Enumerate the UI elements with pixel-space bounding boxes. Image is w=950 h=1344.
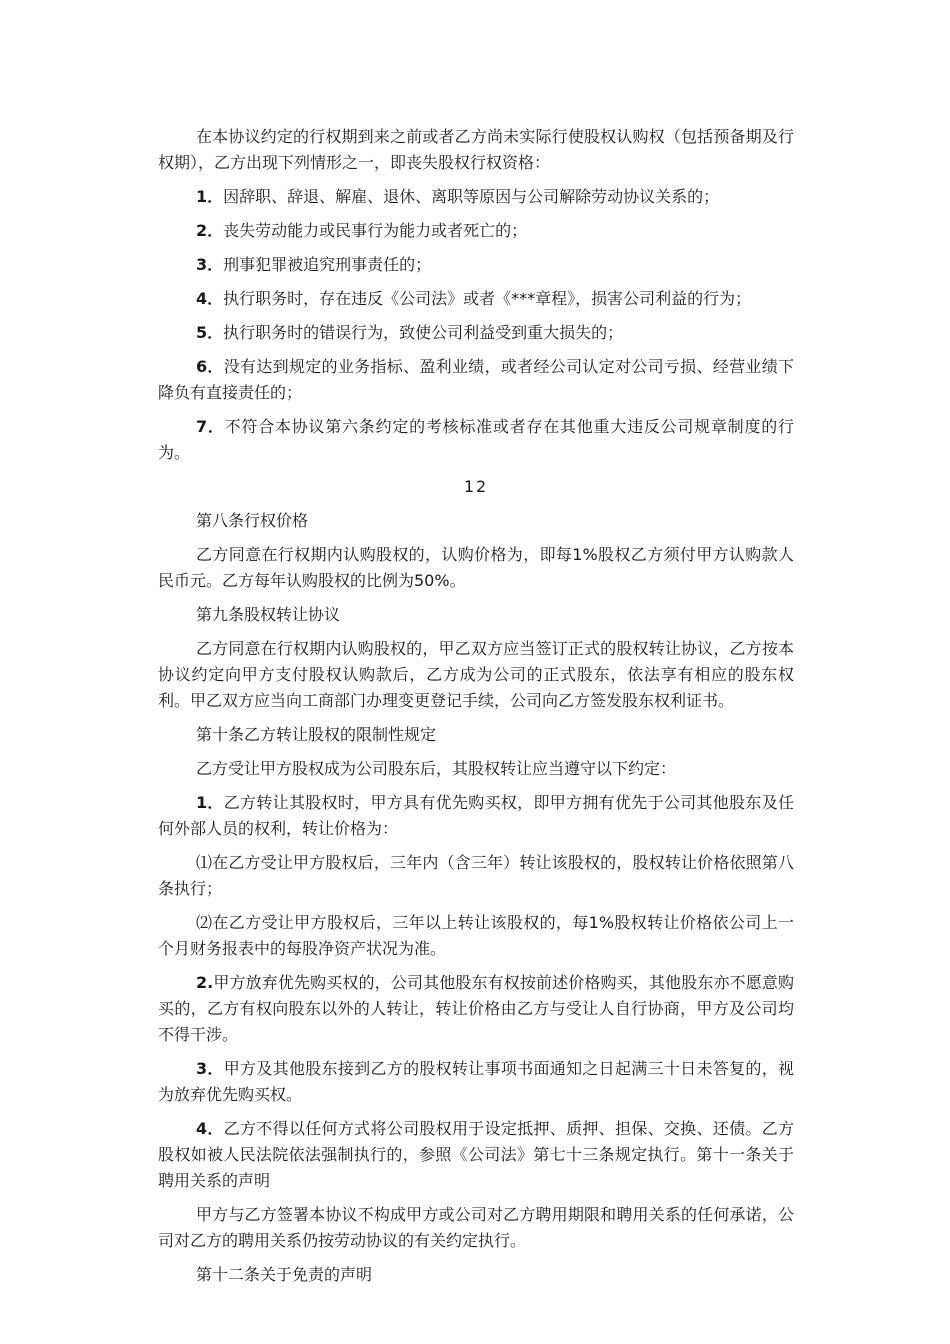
item-number: 2． [196,221,224,240]
item-text: 执行职务时的错误行为，致使公司利益受到重大损失的； [223,323,624,342]
item-number: 2. [196,973,214,992]
intro-paragraph: 在本协议约定的行权期到来之前或者乙方尚未实际行使股权认购权（包括预备期及行权期），乙方出现下列情形之一，即丧失股权行权资格： [158,127,794,172]
article-8-body: 乙方同意在行权期内认购股权的，认购价格为，即每1%股权乙方须付甲方认购款人民币元。乙方每年认购股权的比例为50%。 [158,545,794,590]
page-number: 12 [463,477,489,496]
item-text: 执行职务时，存在违反《公司法》或者《***章程》，损害公司利益的行为； [223,289,752,308]
article-10-sub-1: ⑴在乙方受让甲方股权后，三年内（含三年）转让该股权的，股权转让价格依照第八条执行； [158,853,794,898]
article-10-item-4 [158,1116,794,1194]
article-10-item-2 [158,970,794,1048]
loss-item-6 [158,354,794,406]
article-9-title: 第九条股权转让协议 [196,605,341,624]
item-number: 4． [196,289,224,308]
item-text: 甲方及其他股东接到乙方的股权转让事项书面通知之日起满三十日未答复的，视为放弃优先购买权。 [158,1059,794,1104]
item-number: 1． [196,793,224,812]
item-text: 因辞职、辞退、解雇、退休、离职等原因与公司解除劳动协议关系的； [223,187,720,206]
loss-item-7 [158,414,794,466]
article-11-body: 甲方与乙方签署本协议不构成甲方或公司对乙方聘用期限和聘用关系的任何承诺，公司对乙方的聘用关系仍按劳动协议的有关约定执行。 [158,1205,794,1250]
loss-item-2 [158,218,794,244]
item-number: 7． [196,417,225,436]
article-10-title: 第十条乙方转让股权的限制性规定 [196,725,437,744]
article-10-item-3 [158,1056,794,1108]
item-text: 不符合本协议第六条约定的考核标准或者存在其他重大违反公司规章制度的行为。 [158,417,794,462]
article-10-sub-2: ⑵在乙方受让甲方股权后，三年以上转让该股权的，每1%股权转让价格依公司上一个月财务报表中的每股净资产状况为准。 [158,913,794,958]
item-number: 3． [196,255,224,274]
item-text: 刑事犯罪被追究刑事责任的； [223,255,432,274]
loss-item-1 [158,184,794,210]
item-number: 4． [196,1119,224,1138]
item-text: 丧失劳动能力或民事行为能力或者死亡的； [223,221,528,240]
item-number: 6． [196,357,224,376]
article-10-item-1 [158,790,794,842]
item-number: 5． [196,323,224,342]
article-10-intro: 乙方受让甲方股权成为公司股东后，其股权转让应当遵守以下约定： [196,759,677,778]
article-8-title: 第八条行权价格 [196,511,309,530]
item-text: 没有达到规定的业务指标、盈利业绩，或者经公司认定对公司亏损、经营业绩下降负有直接责任的； [158,357,794,402]
item-number: 1． [196,187,224,206]
document-page [158,124,794,1296]
loss-item-3 [158,252,794,278]
item-text: 甲方放弃优先购买权的，公司其他股东有权按前述价格购买，其他股东亦不愿意购买的，乙方有权向股东以外的人转让，转让价格由乙方与受让人自行协商，甲方及公司均不得干涉。 [158,973,794,1044]
item-text: 乙方不得以任何方式将公司股权用于设定抵押、质押、担保、交换、还债。乙方股权如被人民法院依法强制执行的，参照《公司法》第七十三条规定执行。第十一条关于聘用关系的声明 [158,1119,794,1190]
loss-item-5 [158,320,794,346]
article-12-title: 第十二条关于免责的声明 [196,1265,373,1284]
item-text: 乙方转让其股权时，甲方具有优先购买权，即甲方拥有优先于公司其他股东及任何外部人员的权利，转让价格为： [158,793,794,838]
item-number: 3． [196,1059,224,1078]
loss-item-4 [158,286,794,312]
article-9-body: 乙方同意在行权期内认购股权的，甲乙双方应当签订正式的股权转让协议，乙方按本协议约定向甲方支付股权认购款后，乙方成为公司的正式股东，依法享有相应的股东权利。甲乙双方应当向工商部门办理变更登记手续，公司向乙方签发股东权利证书。 [158,639,794,710]
